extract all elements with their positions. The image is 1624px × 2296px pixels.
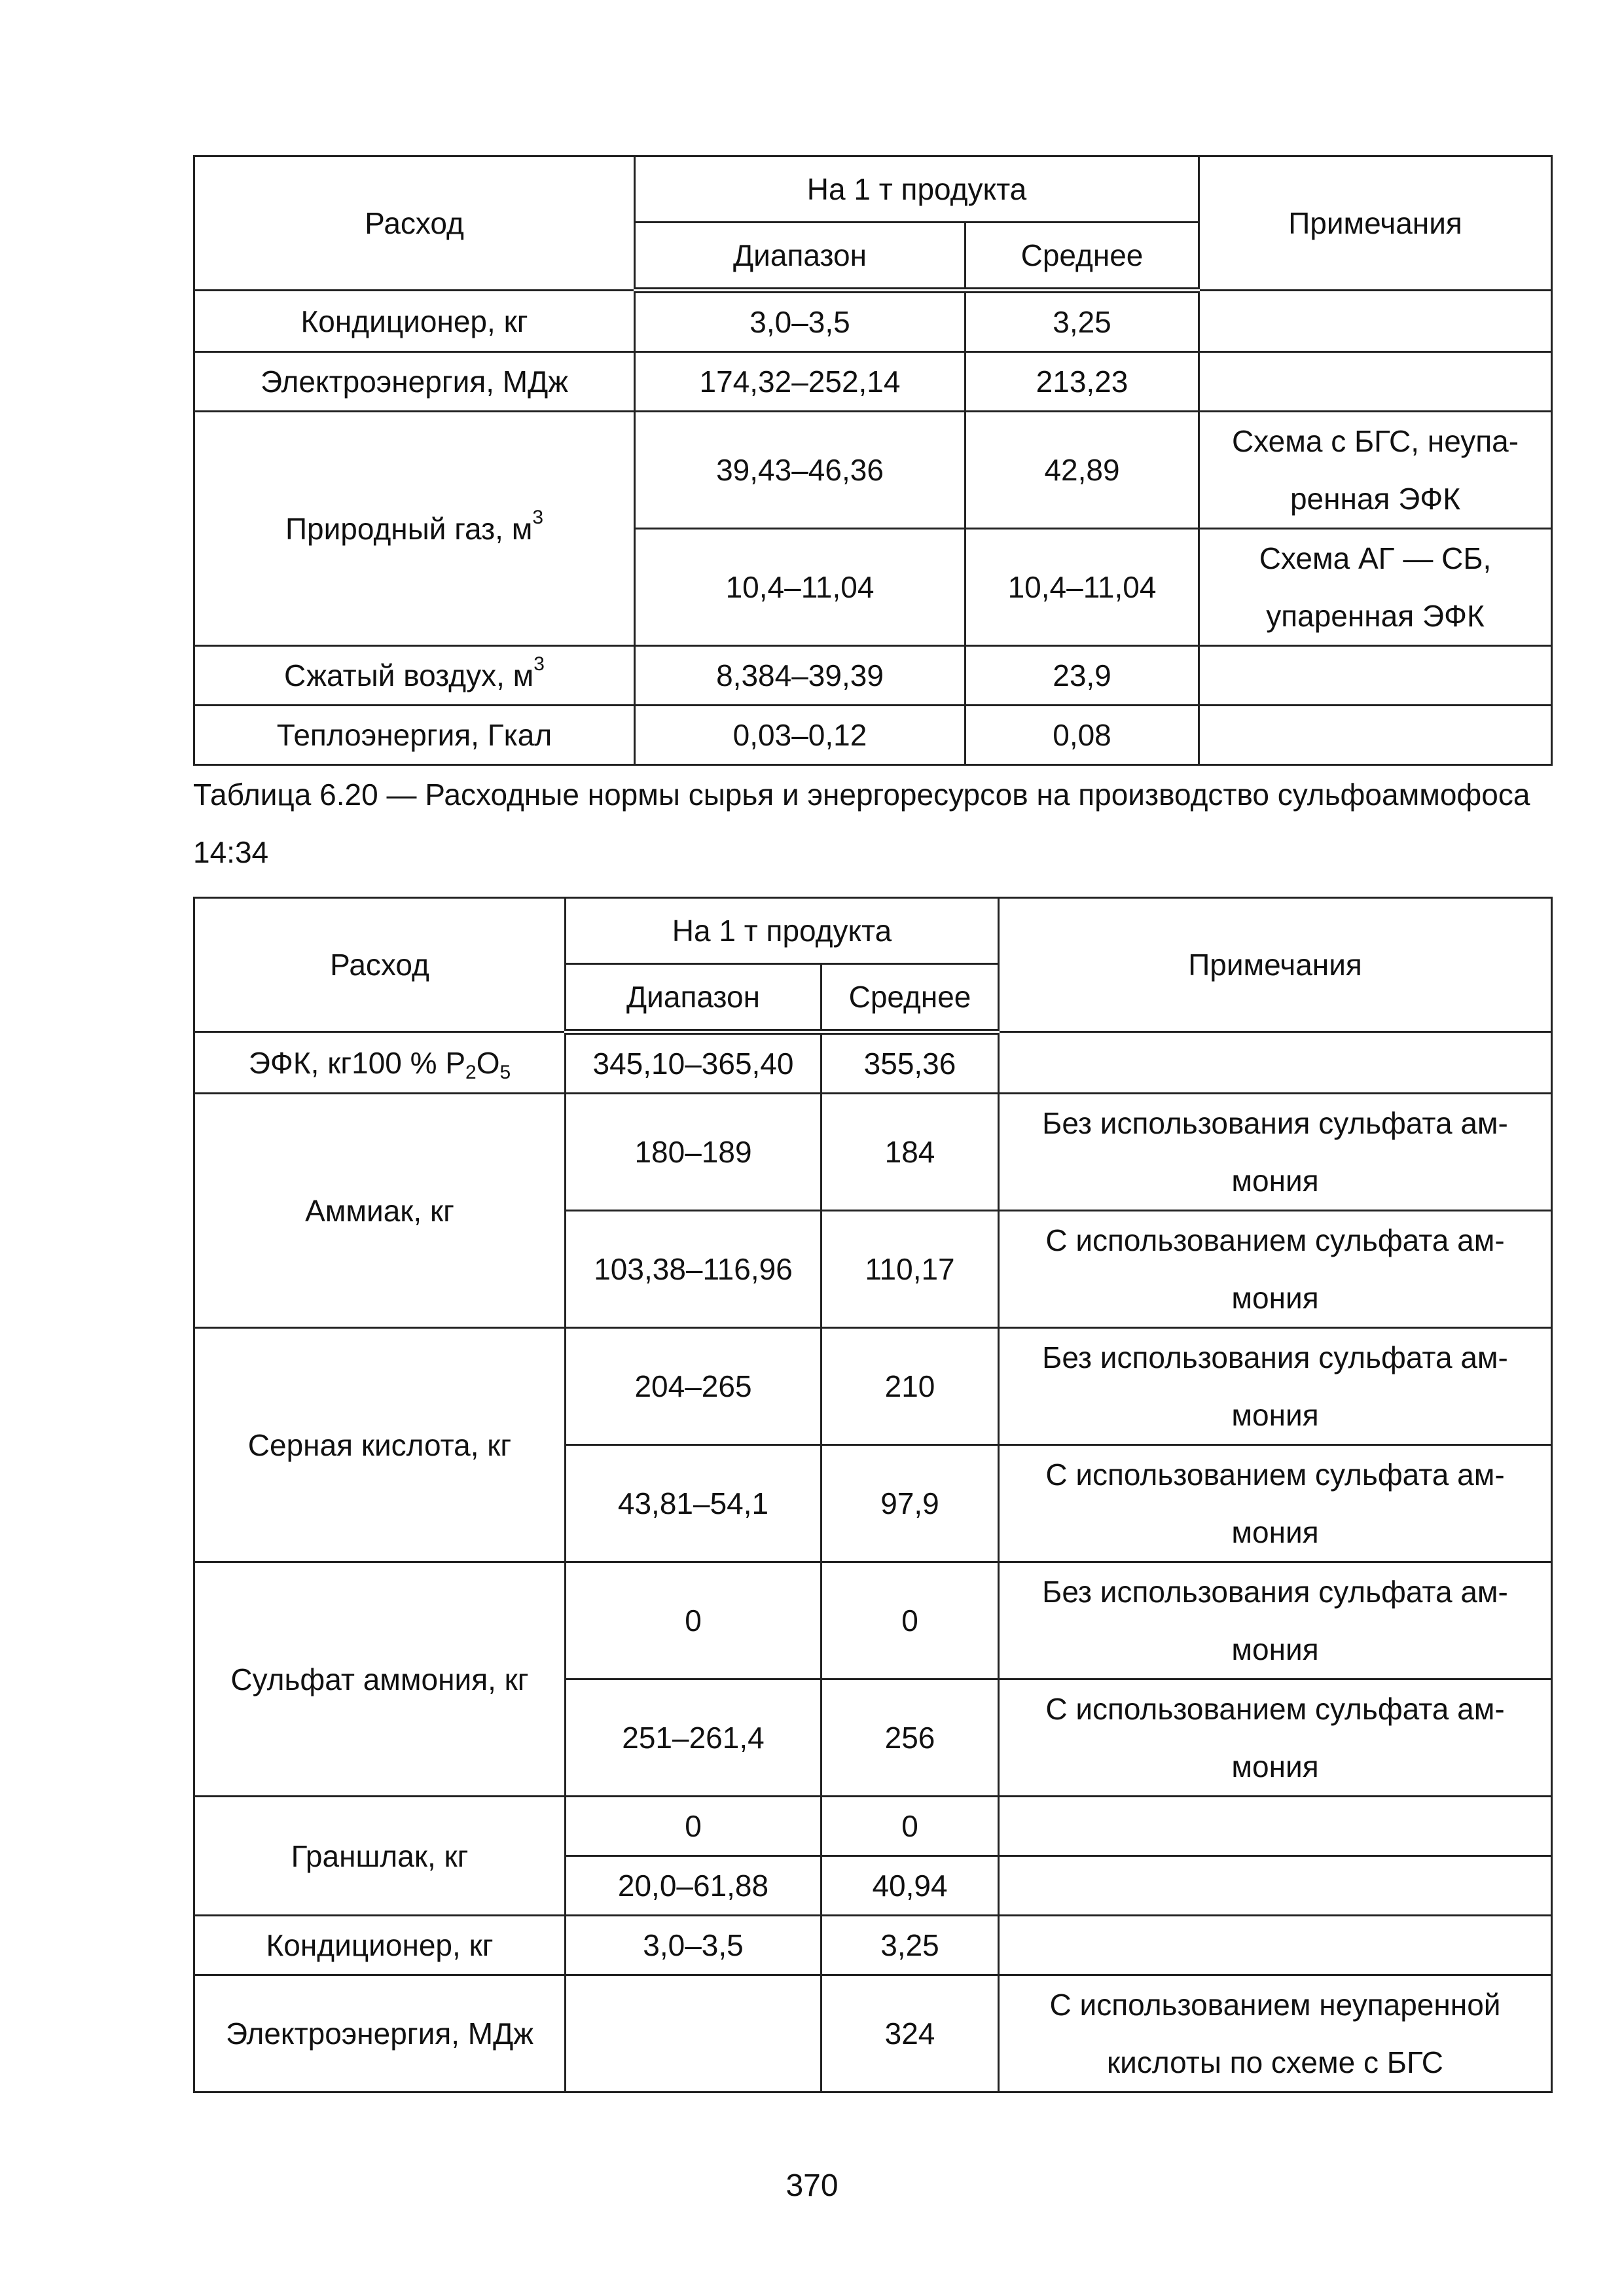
row-note (1199, 706, 1552, 765)
row-range: 3,0–3,5 (635, 291, 965, 352)
row-name: Теплоэнергия, Гкал (194, 706, 635, 765)
row-range: 39,43–46,36 (635, 412, 965, 529)
header-expense: Расход (194, 156, 635, 291)
row-note: С использованием сульфата ам-мония (999, 1679, 1552, 1797)
row-note: Без использования сульфата ам-мония (999, 1328, 1552, 1445)
row-average: 110,17 (821, 1211, 999, 1328)
row-average: 10,4–11,04 (965, 529, 1199, 646)
row-range: 8,384–39,39 (635, 646, 965, 706)
row-note (999, 1916, 1552, 1975)
row-average: 0 (821, 1562, 999, 1679)
header-range: Диапазон (566, 964, 821, 1032)
row-average: 42,89 (965, 412, 1199, 529)
row-range: 20,0–61,88 (566, 1856, 821, 1916)
header-range: Диапазон (635, 223, 965, 291)
row-note (999, 1856, 1552, 1916)
row-range: 10,4–11,04 (635, 529, 965, 646)
row-note: Без использования сульфата ам-мония (999, 1562, 1552, 1679)
table-row (194, 1562, 1552, 1679)
header-expense: Расход (194, 898, 566, 1032)
row-note: С использованием сульфата ам-мония (999, 1445, 1552, 1562)
table-row (194, 412, 1552, 529)
row-range: 3,0–3,5 (566, 1916, 821, 1975)
row-range: 345,10–365,40 (566, 1032, 821, 1094)
table-caption: Таблица 6.20 — Расходные нормы сырья и энергоресурсов на производство сульфоаммофоса 14:34 (193, 778, 1530, 869)
row-average: 3,25 (965, 291, 1199, 352)
table-row (194, 1032, 1552, 1094)
sulfoammophos-consumption-table (193, 897, 1553, 2093)
row-average: 3,25 (821, 1916, 999, 1975)
row-name: Природный газ, $м^3$ (194, 412, 635, 646)
table-row (194, 646, 1552, 706)
row-range: 43,81–54,1 (566, 1445, 821, 1562)
row-name: Кондиционер, кг (194, 1916, 566, 1975)
row-note (1199, 646, 1552, 706)
header-average: Среднее (965, 223, 1199, 291)
row-name: Кондиционер, кг (194, 291, 635, 352)
table-row (194, 1975, 1552, 2092)
row-note: С использованием сульфата ам-мония (999, 1211, 1552, 1328)
row-range: 0,03–0,12 (635, 706, 965, 765)
row-range: 251–261,4 (566, 1679, 821, 1797)
row-note: Без использования сульфата ам-мония (999, 1094, 1552, 1211)
row-average: 355,36 (821, 1032, 999, 1094)
table-row (194, 706, 1552, 765)
header-per-ton: На 1 т продукта (566, 898, 999, 964)
table-row (194, 1797, 1552, 1856)
row-average: 256 (821, 1679, 999, 1797)
page-number: 370 (785, 2168, 839, 2203)
header-per-ton: На 1 т продукта (635, 156, 1199, 223)
row-range (566, 1975, 821, 2092)
header-notes: Примечания (999, 898, 1552, 1032)
row-note (999, 1797, 1552, 1856)
row-name: Сульфат аммония, кг (194, 1562, 566, 1797)
row-range: 180–189 (566, 1094, 821, 1211)
header-average: Среднее (821, 964, 999, 1032)
row-average: 324 (821, 1975, 999, 2092)
table-row (194, 352, 1552, 412)
row-range: 0 (566, 1797, 821, 1856)
row-average: 40,94 (821, 1856, 999, 1916)
table-row (194, 1916, 1552, 1975)
row-note: Схема с БГС, неупа-ренная ЭФК (1199, 412, 1552, 529)
row-average: 0,08 (965, 706, 1199, 765)
header-notes: Примечания (1199, 156, 1552, 291)
row-name: Электроэнергия, МДж (194, 1975, 566, 2092)
table-row (194, 291, 1552, 352)
row-name: ЭФК, кг100 % $P_2O_5$ (194, 1032, 566, 1094)
row-range: 103,38–116,96 (566, 1211, 821, 1328)
row-name: Граншлак, кг (194, 1797, 566, 1916)
table-row (194, 1328, 1552, 1445)
table-row (194, 1094, 1552, 1211)
row-name: Электроэнергия, МДж (194, 352, 635, 412)
row-average: 97,9 (821, 1445, 999, 1562)
row-note (999, 1032, 1552, 1094)
row-average: 184 (821, 1094, 999, 1211)
row-average: 23,9 (965, 646, 1199, 706)
row-average: 210 (821, 1328, 999, 1445)
consumption-table-continued (193, 155, 1553, 766)
row-range: 0 (566, 1562, 821, 1679)
row-average: 213,23 (965, 352, 1199, 412)
row-average: 0 (821, 1797, 999, 1856)
row-note (1199, 352, 1552, 412)
row-name: Серная кислота, кг (194, 1328, 566, 1562)
row-name: Аммиак, кг (194, 1094, 566, 1328)
row-name: Сжатый воздух, $м^3$ (194, 646, 635, 706)
row-range: 204–265 (566, 1328, 821, 1445)
row-note: Схема АГ — СБ, упаренная ЭФК (1199, 529, 1552, 646)
row-note (1199, 291, 1552, 352)
row-range: 174,32–252,14 (635, 352, 965, 412)
row-note: С использованием неупаренной кислоты по схеме с БГС (999, 1975, 1552, 2092)
